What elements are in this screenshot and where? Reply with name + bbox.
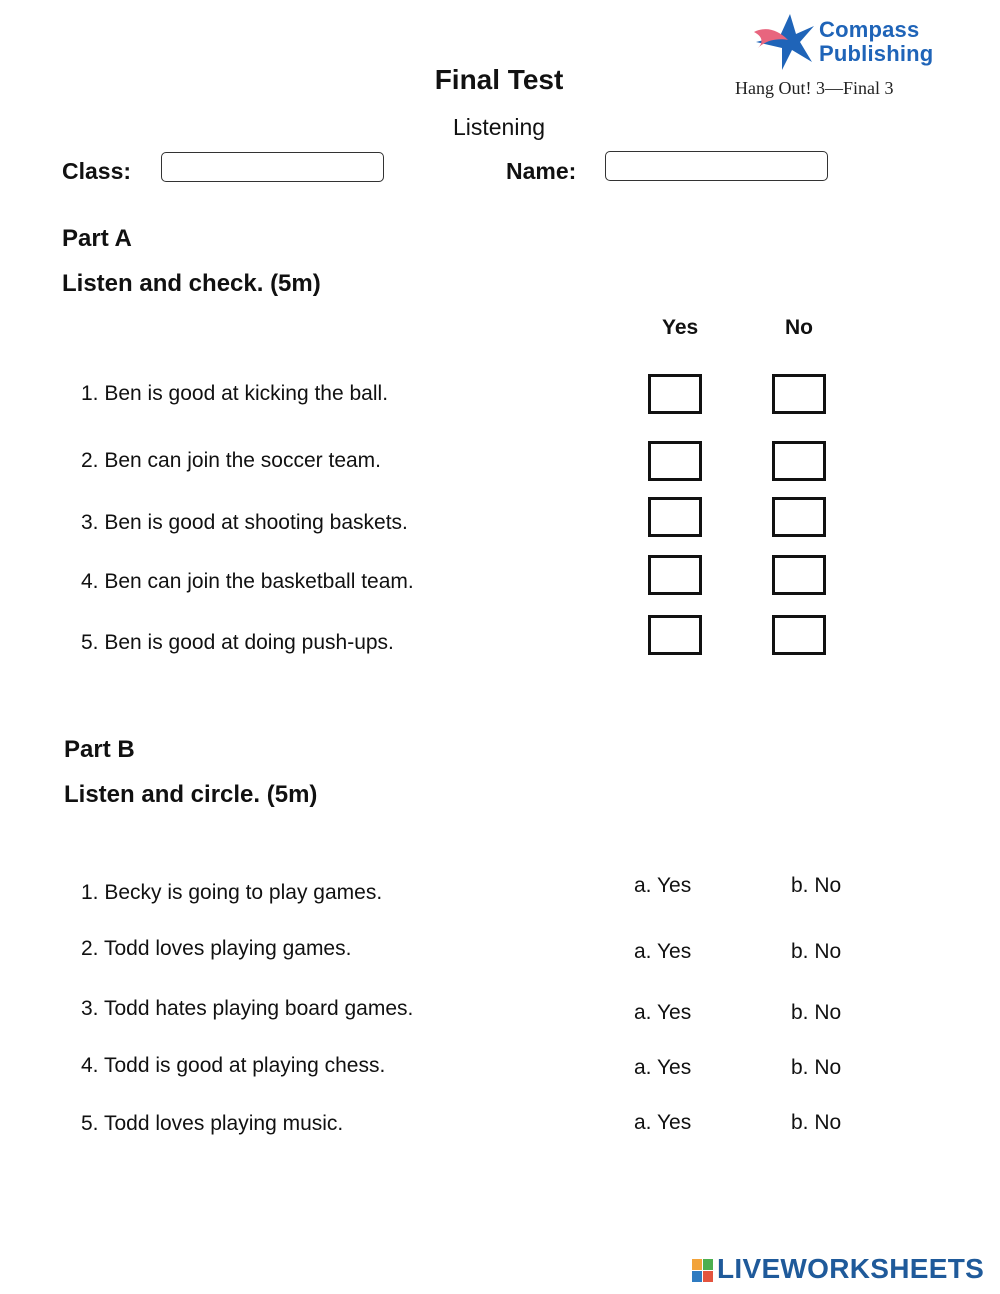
yes-checkbox-4[interactable]	[648, 555, 702, 595]
page-title: Final Test	[434, 64, 564, 95]
series-label: Hang Out! 3—Final 3	[735, 78, 894, 98]
option-b-3[interactable]: b. No	[791, 1001, 842, 1024]
part-a-item-5: 5. Ben is good at doing push-ups.	[81, 631, 394, 654]
part-b-item-5: 5. Todd loves playing music.	[81, 1112, 344, 1135]
option-b-4[interactable]: b. No	[791, 1056, 842, 1079]
part-b-instruction: Listen and circle. (5m)	[64, 781, 318, 808]
part-a-item-3: 3. Ben is good at shooting baskets.	[81, 511, 408, 534]
option-a-3[interactable]: a. Yes	[634, 1001, 692, 1024]
no-checkbox-3[interactable]	[772, 497, 826, 537]
part-a-title: Part A	[62, 225, 132, 252]
option-a-4[interactable]: a. Yes	[634, 1056, 692, 1079]
option-b-1[interactable]: b. No	[791, 874, 842, 897]
page-subtitle: Listening	[452, 114, 546, 140]
no-checkbox-4[interactable]	[772, 555, 826, 595]
compass-publishing-logo	[752, 12, 952, 72]
part-b-title: Part B	[64, 736, 135, 763]
class-label: Class:	[62, 158, 132, 184]
no-column-header: No	[785, 316, 813, 339]
part-b-item-4: 4. Todd is good at playing chess.	[81, 1054, 386, 1077]
name-input[interactable]	[605, 151, 828, 181]
yes-checkbox-1[interactable]	[648, 374, 702, 414]
option-b-2[interactable]: b. No	[791, 940, 842, 963]
compass-star-icon	[752, 12, 816, 72]
liveworksheets-wordmark: LIVEWORKSHEETS	[717, 1253, 985, 1284]
part-a-item-1: 1. Ben is good at kicking the ball.	[81, 382, 389, 405]
option-b-5[interactable]: b. No	[791, 1111, 842, 1134]
no-checkbox-5[interactable]	[772, 615, 826, 655]
part-a-instruction: Listen and check. (5m)	[62, 270, 321, 297]
no-checkbox-2[interactable]	[772, 441, 826, 481]
brand-name: Compass Publishing	[819, 17, 934, 66]
liveworksheets-blocks-icon	[692, 1259, 714, 1283]
no-checkbox-1[interactable]	[772, 374, 826, 414]
liveworksheets-logo	[692, 1253, 992, 1287]
part-b-item-2: 2. Todd loves playing games.	[81, 937, 352, 960]
option-a-2[interactable]: a. Yes	[634, 940, 692, 963]
part-b-item-3: 3. Todd hates playing board games.	[81, 997, 414, 1020]
yes-checkbox-5[interactable]	[648, 615, 702, 655]
yes-column-header: Yes	[662, 316, 699, 339]
yes-checkbox-2[interactable]	[648, 441, 702, 481]
part-b-item-1: 1. Becky is going to play games.	[81, 881, 383, 904]
name-label: Name:	[506, 158, 577, 184]
part-a-item-2: 2. Ben can join the soccer team.	[81, 449, 381, 472]
part-a-item-4: 4. Ben can join the basketball team.	[81, 570, 414, 593]
class-input[interactable]	[161, 152, 384, 182]
option-a-1[interactable]: a. Yes	[634, 874, 692, 897]
option-a-5[interactable]: a. Yes	[634, 1111, 692, 1134]
yes-checkbox-3[interactable]	[648, 497, 702, 537]
